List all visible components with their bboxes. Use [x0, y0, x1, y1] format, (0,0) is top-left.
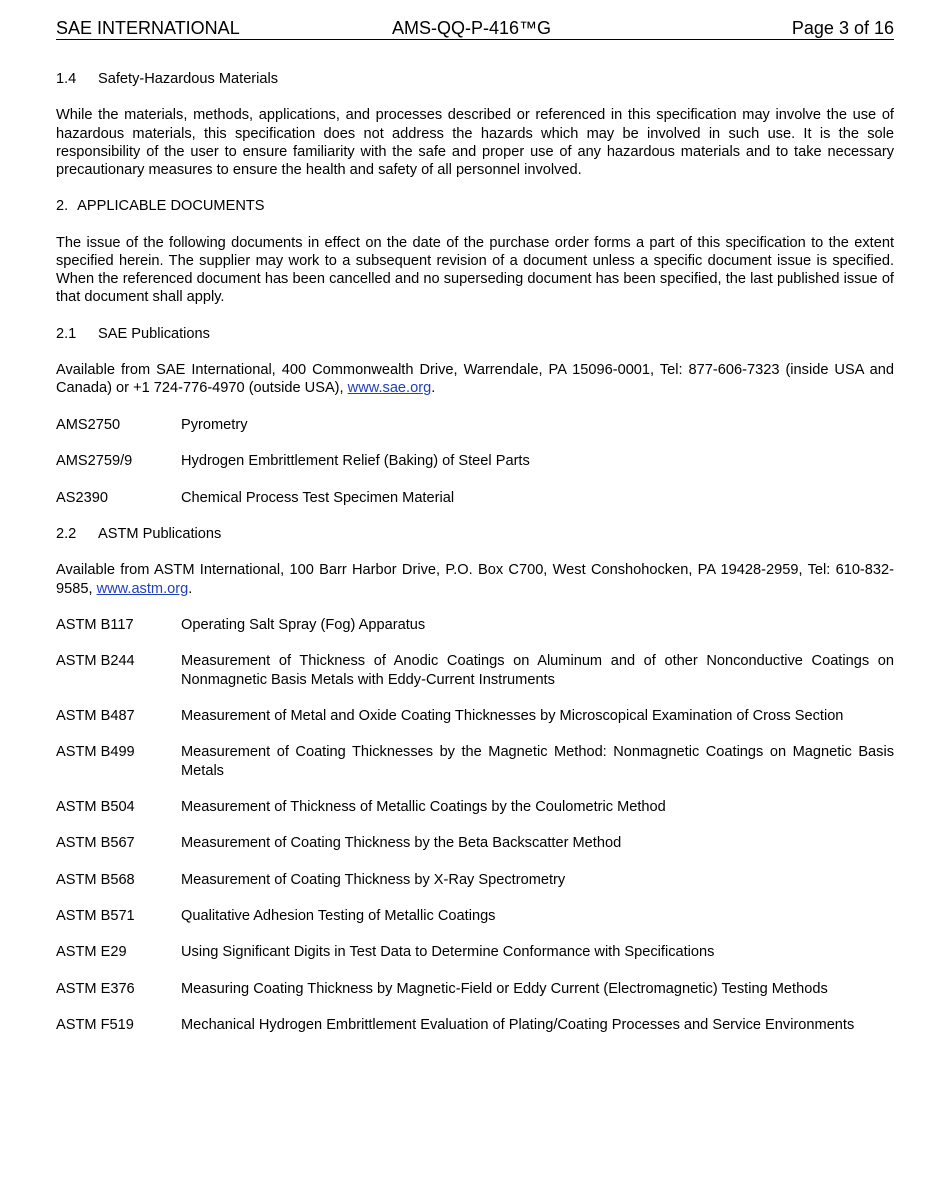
reference-code: ASTM B568	[56, 871, 135, 888]
reference-code: ASTM B567	[56, 835, 135, 852]
reference-code: ASTM B571	[56, 908, 135, 925]
reference-title: Measurement of Thickness of Anodic Coatings on Aluminum and of other Nonconductive Coatings on Nonmagnetic Basis Metals with Eddy-Current Instruments	[181, 653, 894, 688]
reference-entry	[56, 489, 894, 507]
reference-code: ASTM B487	[56, 707, 135, 724]
reference-entry	[56, 1016, 894, 1034]
reference-code: AMS2759/9	[56, 453, 133, 470]
section-title: Safety-Hazardous Materials	[98, 71, 279, 87]
reference-title: Mechanical Hydrogen Embrittlement Evaluation of Plating/Coating Processes and Service Environments	[181, 1017, 855, 1034]
reference-entry	[56, 798, 894, 816]
reference-entry	[56, 707, 894, 725]
astm-website-link[interactable]: www.astm.org	[96, 580, 189, 597]
reference-entry	[56, 871, 894, 889]
page-header	[56, 17, 894, 40]
section-2-heading	[56, 197, 894, 215]
reference-entry	[56, 943, 894, 961]
reference-title: Measurement of Metal and Oxide Coating Thicknesses by Microscopical Examination of Cross Section	[181, 707, 844, 724]
reference-entry	[56, 452, 894, 470]
header-org: SAE INTERNATIONAL	[56, 18, 240, 38]
reference-code: AS2390	[56, 489, 108, 506]
reference-entry	[56, 834, 894, 852]
reference-entry	[56, 616, 894, 634]
section-title: ASTM Publications	[98, 525, 222, 542]
section-title: APPLICABLE DOCUMENTS	[77, 198, 265, 215]
reference-title: Measuring Coating Thickness by Magnetic-Field or Eddy Current (Electromagnetic) Testing Methods	[181, 980, 828, 997]
reference-entry	[56, 980, 894, 998]
section-number: 2.2	[56, 525, 77, 542]
header-doc-id: AMS-QQ-P-416™G	[392, 18, 552, 38]
reference-title: Measurement of Coating Thicknesses by the Magnetic Method: Nonmagnetic Coatings on Magnetic Basis Metals	[181, 744, 894, 779]
availability-trail: .	[431, 380, 436, 397]
reference-title: Measurement of Coating Thickness by X-Ray Spectrometry	[181, 871, 566, 888]
reference-entry	[56, 652, 894, 688]
reference-code: ASTM B504	[56, 798, 135, 815]
reference-title: Operating Salt Spray (Fog) Apparatus	[181, 616, 426, 633]
astm-availability-paragraph	[56, 561, 894, 597]
reference-code: ASTM B499	[56, 744, 135, 761]
availability-text: Available from SAE International, 400 Commonwealth Drive, Warrendale, PA 15096-0001, Tel: 877-606-7323 (inside USA and Canada) or +1 724-776-4970 (outside USA),	[56, 362, 894, 397]
reference-entry	[56, 907, 894, 925]
sae-availability-paragraph	[56, 361, 894, 397]
reference-code: AMS2750	[56, 416, 121, 433]
sae-website-link[interactable]: www.sae.org	[347, 380, 432, 397]
reference-title: Hydrogen Embrittlement Relief (Baking) of Steel Parts	[181, 453, 530, 470]
reference-code: ASTM F519	[56, 1017, 134, 1034]
reference-entry	[56, 743, 894, 779]
reference-title: Chemical Process Test Specimen Material	[181, 489, 455, 506]
reference-title: Qualitative Adhesion Testing of Metallic Coatings	[181, 908, 496, 925]
section-number: 1.4	[56, 71, 77, 87]
document-body	[56, 70, 894, 1053]
reference-entry	[56, 416, 894, 434]
reference-title: Using Significant Digits in Test Data to Determine Conformance with Specifications	[181, 944, 715, 961]
availability-trail: .	[188, 580, 193, 597]
availability-text: Available from ASTM International, 100 Barr Harbor Drive, P.O. Box C700, West Conshohocken, PA 19428-2959, Tel: 610-832-9585,	[56, 562, 894, 597]
reference-code: ASTM E29	[56, 944, 127, 961]
reference-code: ASTM B117	[56, 616, 134, 633]
section-1-4-heading	[56, 70, 894, 88]
section-number: 2.	[56, 198, 69, 215]
reference-code: ASTM E376	[56, 980, 135, 997]
reference-code: ASTM B244	[56, 653, 135, 670]
section-2-paragraph: The issue of the following documents in effect on the date of the purchase order forms a part of this specification to the extent specified herein. The supplier may work to a subsequent revision of a document unless a specific document issue is specified. When the referenced document has been cancelled and no superseding document has been specified, the last published issue of that document shall apply.	[56, 234, 894, 306]
section-1-4-paragraph: While the materials, methods, applications, and processes described or referenced in this specification may involve the use of hazardous materials, this specification does not address the hazards which may be involved in such use. It is the sole responsibility of the user to ensure familiarity with the safe and proper use of any hazardous materials and to take necessary precautionary measures to ensure the health and safety of all personnel involved.	[56, 107, 894, 178]
section-number: 2.1	[56, 325, 77, 342]
section-title: SAE Publications	[98, 325, 210, 342]
reference-title: Measurement of Coating Thickness by the Beta Backscatter Method	[181, 835, 622, 852]
reference-title: Measurement of Thickness of Metallic Coatings by the Coulometric Method	[181, 798, 666, 815]
header-page-number: Page 3 of 16	[791, 18, 894, 38]
section-2-1-heading	[56, 325, 894, 343]
section-2-2-heading	[56, 525, 894, 543]
reference-title: Pyrometry	[181, 416, 248, 433]
